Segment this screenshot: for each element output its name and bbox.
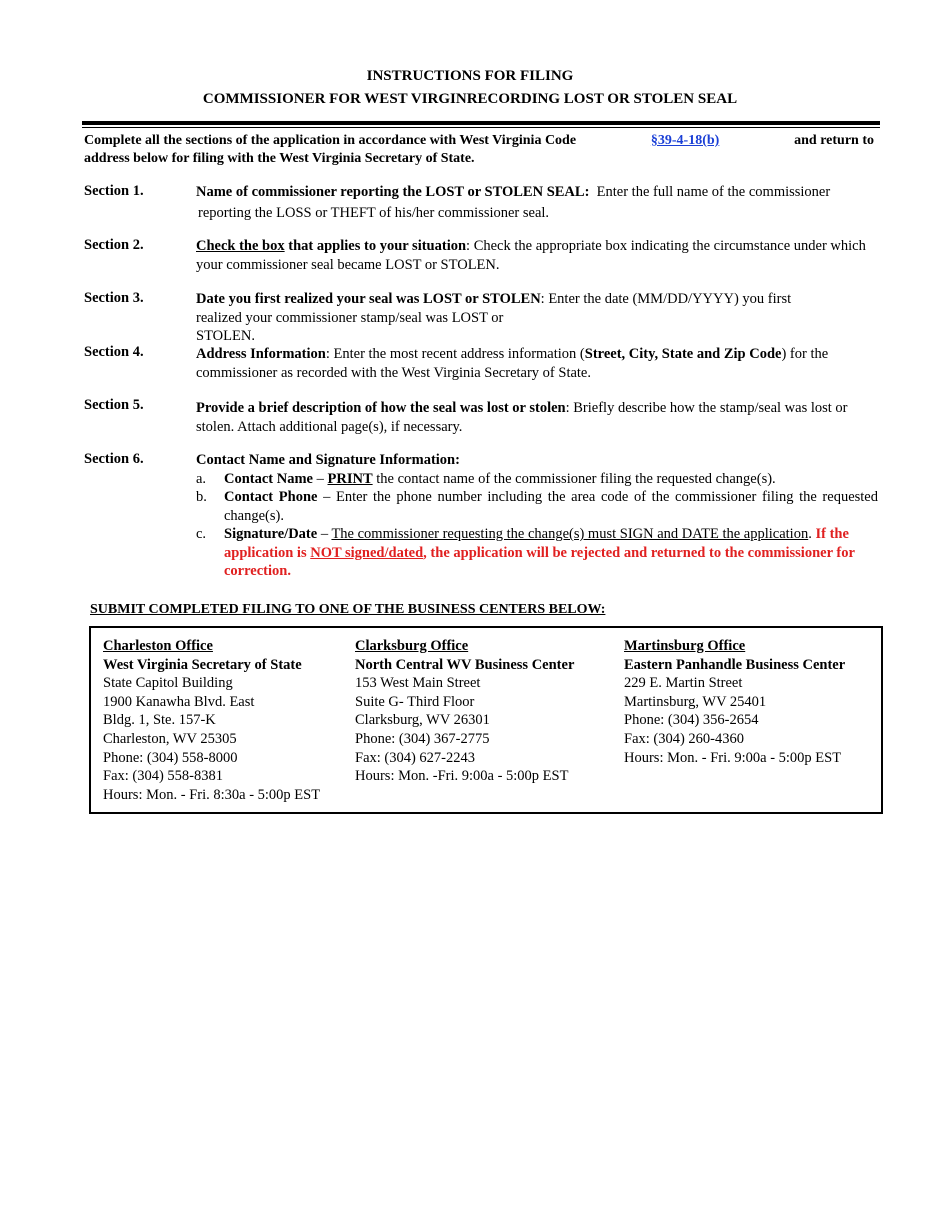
item-a-text: the contact name of the commissioner filing the requested change(s). xyxy=(372,470,776,487)
warning-text-1: If the application is xyxy=(224,526,849,561)
office-line: 229 E. Martin Street xyxy=(624,675,743,692)
section-5-label: Section 5. xyxy=(84,397,144,413)
section-5-text: : Briefly describe how the stamp/seal was lost or stolen. Attach additional page(s), if necessary. xyxy=(196,400,848,435)
section-1-body xyxy=(196,183,878,222)
section-6-label: Section 6. xyxy=(84,451,144,467)
item-b-text: – Enter the phone number including the area code of the commissioner filing the requested change(s). xyxy=(224,489,878,524)
section-4-body xyxy=(196,345,878,382)
office-line: Fax: (304) 627-2243 xyxy=(355,749,476,766)
section-6-body xyxy=(196,451,878,581)
section-6-item-a xyxy=(196,470,878,489)
office-line: Charleston, WV 25305 xyxy=(103,730,237,747)
header-rule-thick xyxy=(82,121,880,125)
section-1-text-2: reporting the LOSS or THEFT of his/her commissioner seal. xyxy=(198,204,550,221)
contact-name-label: Contact Name xyxy=(224,470,313,487)
section-2-text: : Check the appropriate box indicating the circumstance under which your commissioner seal became LOST or STOLEN. xyxy=(196,238,866,273)
print-word: PRINT xyxy=(327,470,373,487)
office-line: Fax: (304) 558-8381 xyxy=(103,768,224,785)
intro-text-1: Complete all the sections of the application in accordance with West Virginia Code xyxy=(84,133,577,148)
office-line: Suite G- Third Floor xyxy=(355,693,475,710)
office-line: 1900 Kanawha Blvd. East xyxy=(103,693,255,710)
section-5-heading: Provide a brief description of how the seal was lost or stolen xyxy=(196,400,566,416)
contact-phone-label: Contact Phone xyxy=(224,489,318,505)
section-4-heading: Address Information xyxy=(196,346,326,362)
office-org: West Virginia Secretary of State xyxy=(103,656,302,673)
code-link[interactable]: §39-4-18(b) xyxy=(650,133,720,148)
item-a-letter: a. xyxy=(196,470,207,487)
section-3-body xyxy=(196,290,878,346)
section-3-heading: Date you first realized your seal was LOST or STOLEN xyxy=(196,291,541,307)
section-2-heading-underlined: Check the box xyxy=(196,238,285,254)
office-org: Eastern Panhandle Business Center xyxy=(624,656,846,673)
submit-heading: SUBMIT COMPLETED FILING TO ONE OF THE BUSINESS CENTERS BELOW: xyxy=(90,602,606,617)
office-name: Charleston Office xyxy=(103,638,213,654)
section-6-item-b xyxy=(196,488,878,525)
section-3-text-1: : Enter the date (MM/DD/YYYY) you first xyxy=(540,291,792,307)
office-line: State Capitol Building xyxy=(103,675,233,692)
section-1-heading: Name of commissioner reporting the LOST or STOLEN SEAL: xyxy=(196,184,590,200)
office-line: Phone: (304) 356-2654 xyxy=(624,712,759,729)
office-name: Martinsburg Office xyxy=(624,638,746,654)
section-4-label: Section 4. xyxy=(84,344,144,360)
intro-text-3: address below for filing with the West Virginia Secretary of State. xyxy=(84,151,475,166)
office-org: North Central WV Business Center xyxy=(355,656,575,673)
office-line: Hours: Mon. - Fri. 8:30a - 5:00p EST xyxy=(103,786,321,803)
office-line: 153 West Main Street xyxy=(355,675,481,692)
section-4-text-2: ) for the commissioner as recorded with the West Virginia Secretary of State. xyxy=(196,346,829,381)
section-2-heading: that applies to your situation xyxy=(288,238,467,254)
office-martinsburg xyxy=(624,637,845,767)
office-line: Phone: (304) 367-2775 xyxy=(355,730,490,747)
item-c-period: . xyxy=(808,526,816,542)
office-line: Hours: Mon. - Fri. 9:00a - 5:00p EST xyxy=(624,749,842,766)
item-c-letter: c. xyxy=(196,526,207,542)
office-line: Phone: (304) 558-8000 xyxy=(103,749,238,766)
section-5-body xyxy=(196,399,878,436)
section-2-label: Section 2. xyxy=(84,237,144,253)
item-c-dash: – xyxy=(317,526,332,542)
section-6-item-c xyxy=(196,525,878,581)
office-charleston xyxy=(103,637,320,804)
section-3-text-3: STOLEN. xyxy=(196,328,255,344)
section-3-label: Section 3. xyxy=(84,290,144,306)
section-1-label: Section 1. xyxy=(84,183,144,199)
section-4-text-1: : Enter the most recent address information ( xyxy=(325,346,585,362)
office-line: Martinsburg, WV 25401 xyxy=(624,693,767,710)
warning-not-signed: NOT signed/dated xyxy=(310,544,424,561)
office-line: Clarksburg, WV 26301 xyxy=(355,712,490,729)
page-title: INSTRUCTIONS FOR FILING xyxy=(366,68,574,84)
item-b-letter: b. xyxy=(196,489,207,505)
office-line: Bldg. 1, Ste. 157-K xyxy=(103,712,216,729)
section-3-text-2: realized your commissioner stamp/seal was LOST or xyxy=(196,309,504,326)
intro-paragraph xyxy=(84,132,874,168)
header-rule-thin xyxy=(82,127,880,128)
intro-text-2: and return to xyxy=(794,133,874,148)
section-6-heading: Contact Name and Signature Information: xyxy=(196,452,460,468)
page-subtitle: COMMISSIONER FOR WEST VIRGINRECORDING LOST OR STOLEN SEAL xyxy=(202,91,738,107)
signature-date-label: Signature/Date xyxy=(224,526,318,542)
item-a-dash: – xyxy=(313,470,328,487)
office-line: Fax: (304) 260-4360 xyxy=(624,730,745,747)
office-clarksburg xyxy=(355,637,574,786)
section-1-text-1: Enter the full name of the commissioner xyxy=(596,184,831,200)
warning-text-2: , the application will be rejected and returned to the commissioner for correction. xyxy=(224,544,855,579)
section-4-bold: Street, City, State and Zip Code xyxy=(584,346,782,362)
item-c-underlined: The commissioner requesting the change(s) must SIGN and DATE the application xyxy=(331,526,809,542)
office-name: Clarksburg Office xyxy=(355,638,469,654)
office-line: Hours: Mon. -Fri. 9:00a - 5:00p EST xyxy=(355,768,569,785)
section-2-body xyxy=(196,237,878,274)
